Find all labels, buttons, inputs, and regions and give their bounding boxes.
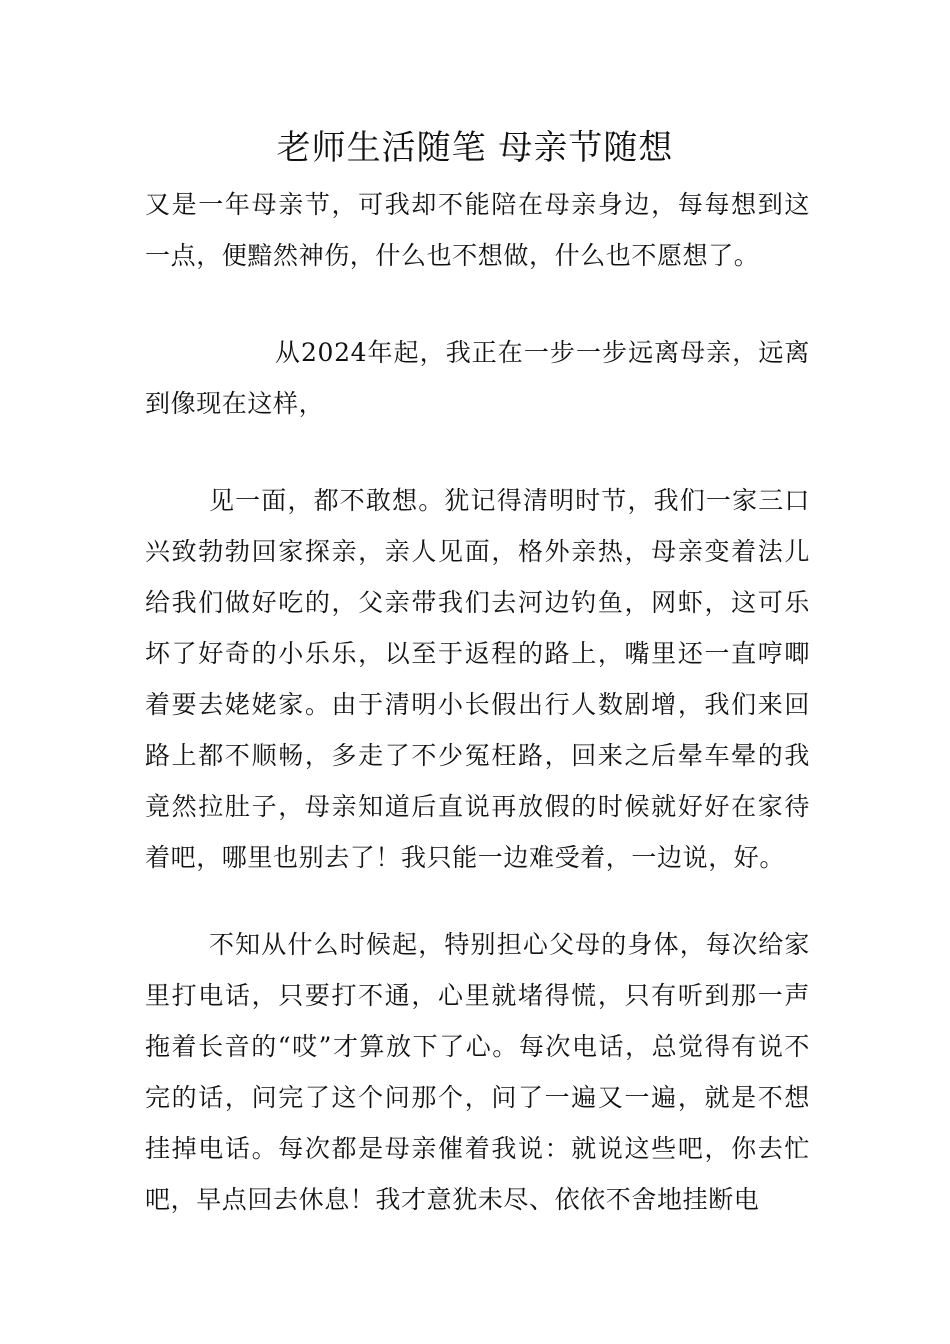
document-title: 老师生活随笔 母亲节随想 [276, 128, 674, 168]
paragraph-1: 又是一年母亲节，可我却不能陪在母亲身边，每每想到这一点，便黯然神伤，什么也不想做，什么也不愿想了。 [145, 190, 810, 270]
paragraph-4: 不知从什么时候起，特别担心父母的身体，每次给家里打电话，只要打不通，心里就堵得慌，只有听到那一声拖着长音的“哎”才算放下了心。每次电话，总觉得有说不完的话，问完了这个问那个，问了一遍又一遍，就是不想挂掉电话。每次都是母亲催着我说：就说这些吧，你去忙吧，早点回去休息！我才意犹未尽、依依不舍地挂断电 [145, 930, 810, 1214]
paragraph-3: 见一面，都不敢想。犹记得清明时节，我们一家三口兴致勃勃回家探亲，亲人见面，格外亲热，母亲变着法儿给我们做好吃的，父亲带我们去河边钓鱼，网虾，这可乐坏了好奇的小乐乐，以至于返程的路上，嘴里还一直哼唧着要去姥姥家。由于清明小长假出行人数剧增，我们来回路上都不顺畅，多走了不少冤枉路，回来之后晕车晕的我竟然拉肚子，母亲知道后直说再放假的时候就好好在家待着吧，哪里也别去了！我只能一边难受着，一边说，好。 [145, 486, 810, 872]
paragraph-2: 从2024年起，我正在一步一步远离母亲，远离到像现在这样， [145, 338, 810, 418]
